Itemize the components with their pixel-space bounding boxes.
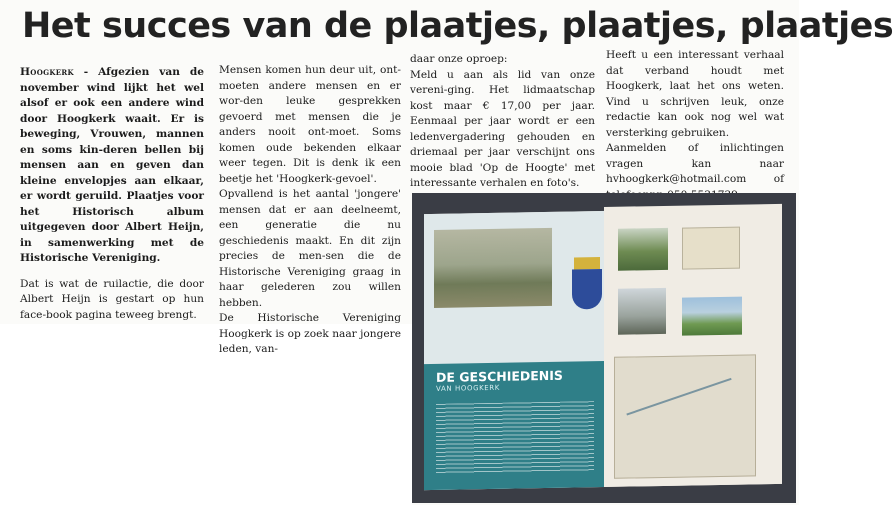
section-subtitle: VAN HOOGKERK bbox=[436, 383, 500, 393]
email-address: kan naar hvhoogkerk@hotmail.com bbox=[606, 157, 784, 185]
body-line: elkaar weer tegen. Dit is denk ik een bbox=[219, 141, 401, 169]
body-line: € 17,00 per jaar. Eenmaal per jaar bbox=[410, 99, 595, 127]
column-2 bbox=[219, 63, 401, 358]
body-line: Opvallend is het aantal 'jongere' bbox=[219, 188, 401, 200]
body-line: Albert Heijn is gestart op hun face- bbox=[20, 293, 204, 321]
body-line: Heeft u een interessant verhaal dat bbox=[606, 49, 784, 77]
lead-line: aan elkaar, er wordt geruild. bbox=[20, 174, 204, 202]
album-right-page bbox=[604, 204, 782, 487]
body-line: wordt er een ledenvergadering bbox=[410, 115, 595, 143]
body-line: en foto's. bbox=[530, 177, 580, 189]
body-line: book pagina teweeg brengt. bbox=[46, 308, 197, 321]
body-line: mensen dat er aan deelneemt, bbox=[219, 203, 401, 216]
body-line: beetje het 'Hoogkerk-gevoel'. bbox=[219, 172, 377, 185]
sticker-map bbox=[682, 227, 740, 270]
body-line: Meld u aan als lid van onze vereni- bbox=[410, 68, 595, 96]
body-line: hebben. bbox=[219, 296, 263, 309]
body-line: ging. Het lidmaatschap kost maar bbox=[410, 84, 595, 112]
body-line: het ons weten. Vind u schrijven bbox=[606, 80, 784, 108]
album-left-page bbox=[424, 211, 604, 490]
body-line: daar onze oproep: bbox=[410, 53, 508, 65]
body-line: gehouden en driemaal per jaar bbox=[410, 130, 595, 158]
body-line: Aanmelden of inlichtingen vragen bbox=[606, 142, 784, 170]
lead-line: Vrouwen, mannen en soms kin- bbox=[20, 128, 204, 156]
lead-line: Plaatjes voor het Historisch bbox=[20, 190, 204, 218]
lead-line: en geven dan kleine envelopjes bbox=[20, 159, 204, 187]
lead-line: - Afgezien van de bbox=[73, 66, 204, 78]
coat-of-arms-icon bbox=[572, 269, 602, 310]
body-line: moet. Soms komen oude bekenden bbox=[219, 126, 402, 154]
album-photo bbox=[412, 193, 796, 503]
dateline-place: Hoogkerk bbox=[20, 66, 74, 78]
lead-line: november wind lijkt het wel alsof bbox=[20, 81, 204, 109]
body-line: mensen die je anders nooit ont- bbox=[219, 110, 401, 138]
lead-line: deren bellen bij mensen aan bbox=[20, 143, 204, 171]
body-paragraph bbox=[606, 48, 784, 141]
body-line: wat versterking gebruiken. bbox=[606, 111, 784, 139]
body-line: maakt. En dit zijn precies de men- bbox=[219, 234, 401, 262]
landscape-painting bbox=[434, 228, 552, 308]
body-line: Hoogte' met interessante verhalen bbox=[410, 161, 595, 189]
body-paragraph bbox=[410, 68, 595, 192]
lead-line: Hoogkerk waait. Er is beweging, bbox=[20, 112, 204, 140]
body-line: een generatie die nu geschiedenis bbox=[219, 219, 401, 247]
lead-paragraph bbox=[20, 65, 204, 267]
body-line: den leuke gesprekken gevoerd met bbox=[219, 95, 401, 123]
lead-line: album uitgegeven door Albert bbox=[20, 205, 204, 233]
body-line: leuk, onze redactie kan ook nog wel bbox=[606, 95, 785, 123]
body-paragraph bbox=[219, 187, 401, 311]
body-line: sen die de Historische Vereniging bbox=[219, 250, 401, 278]
album-text-block bbox=[436, 401, 594, 474]
column-1 bbox=[20, 65, 204, 323]
column-3 bbox=[410, 52, 595, 192]
body-line: is op zoek naar jongere leden, van- bbox=[219, 327, 401, 355]
body-line: verschijnt ons mooie blad 'Op de bbox=[410, 146, 595, 174]
section-title: DE GESCHIEDENIS bbox=[436, 367, 563, 385]
body-line: verband houdt met Hoogkerk, laat bbox=[606, 64, 785, 92]
headline: Het succes van de plaatjes, plaatjes, plaatjes bbox=[22, 6, 893, 46]
lead-line: er ook een andere wind door bbox=[20, 97, 204, 125]
body-line: graag in haar gelederen zou willen bbox=[219, 265, 402, 293]
body-line: Mensen komen hun deur uit, ont- bbox=[219, 64, 401, 76]
sticker-photo-farm bbox=[618, 228, 668, 271]
body-line: moeten andere mensen en er wor- bbox=[219, 79, 401, 107]
body-line: De Historische Vereniging Hoogkerk bbox=[219, 312, 401, 340]
body-paragraph bbox=[410, 52, 595, 68]
body-paragraph bbox=[20, 277, 204, 324]
sticker-photo-street bbox=[618, 288, 666, 335]
album-spread bbox=[424, 208, 782, 490]
body-line: Dat is wat de ruilactie, die door bbox=[20, 277, 204, 290]
lead-line: Heijn, in samenwerking met de bbox=[20, 221, 204, 249]
body-paragraph bbox=[219, 63, 401, 187]
body-paragraph bbox=[219, 311, 401, 358]
crown-icon bbox=[574, 257, 600, 269]
phone-number: of bbox=[773, 173, 784, 185]
lead-line: Historische Vereniging. bbox=[20, 252, 161, 264]
sticker-photo-landscape bbox=[682, 297, 742, 336]
historic-map bbox=[614, 354, 756, 478]
